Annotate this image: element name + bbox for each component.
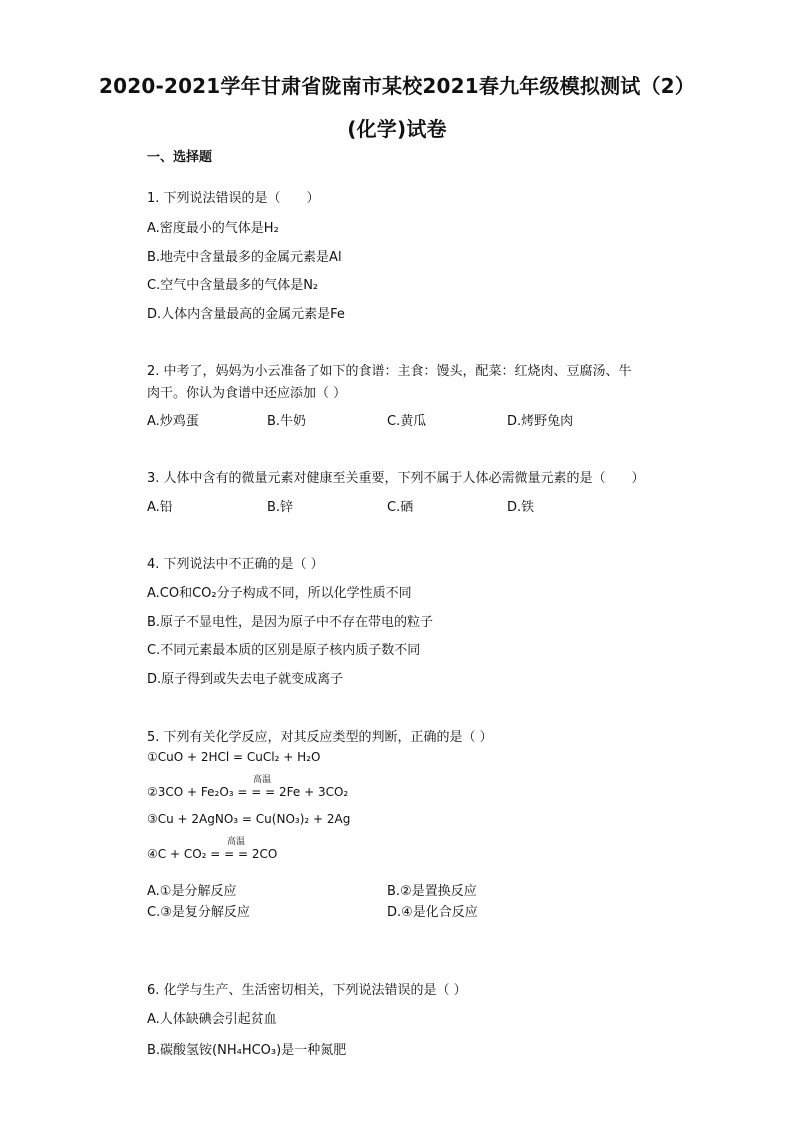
q3-option-b: B.锌 [267, 500, 294, 515]
q1-option-b: B.地壳中含量最多的金属元素是Al [147, 250, 342, 265]
q3-option-c: C.硒 [387, 500, 414, 515]
q6-option-a: A.人体缺碘会引起贫血 [147, 1012, 277, 1027]
q2-option-d: D.烤野兔肉 [507, 414, 574, 429]
q5-equation-1: ①CuO + 2HCl = CuCl₂ + H₂O [147, 750, 321, 764]
q4-option-d: D.原子得到或失去电子就变成离子 [147, 672, 344, 687]
q2-option-c: C.黄瓜 [387, 414, 427, 429]
section-heading: 一、选择题 [147, 150, 213, 165]
exam-title-line2: (化学)试卷 [347, 117, 447, 141]
q5-equation-4-condition: 高温 [227, 837, 246, 847]
q4-option-c: C.不同元素最本质的区别是原子核内质子数不同 [147, 643, 421, 658]
q5-equation-3: ③Cu + 2AgNO₃ = Cu(NO₃)₂ + 2Ag [147, 812, 351, 826]
q6-option-b: B.碳酸氢铵(NH₄HCO₃)是一种氮肥 [147, 1043, 347, 1058]
q2-option-a: A.炒鸡蛋 [147, 414, 199, 429]
q4-option-b: B.原子不显电性，是因为原子中不存在带电的粒子 [147, 615, 434, 630]
q2-stem-line2: 肉干。你认为食谱中还应添加（ ） [147, 386, 347, 401]
q3-stem: 3. 人体中含有的微量元素对健康至关重要，下列不属于人体必需微量元素的是（ ） [147, 471, 645, 486]
q5-option-d: D.④是化合反应 [387, 905, 478, 920]
q3-option-d: D.铁 [507, 500, 535, 515]
q1-stem: 1. 下列说法错误的是（ ） [147, 191, 320, 206]
q2-stem-line1: 2. 中考了，妈妈为小云准备了如下的食谱：主食：馒头，配菜：红烧肉、豆腐汤、牛 [147, 364, 632, 379]
q5-equation-4: ④C + CO₂ = = = 2CO [147, 847, 278, 861]
exam-title-line1: 2020-2021学年甘肃省陇南市某校2021春九年级模拟测试（2） [98, 74, 695, 98]
q5-stem: 5. 下列有关化学反应，对其反应类型的判断，正确的是（ ） [147, 730, 493, 745]
q4-option-a: A.CO和CO₂分子构成不同，所以化学性质不同 [147, 586, 412, 601]
q5-option-c: C.③是复分解反应 [147, 905, 250, 920]
q3-option-a: A.铅 [147, 500, 173, 515]
q5-equation-2-condition: 高温 [253, 775, 272, 785]
q5-equation-2: ②3CO + Fe₂O₃ = = = 2Fe + 3CO₂ [147, 785, 349, 799]
q5-option-b: B.②是置换反应 [387, 884, 477, 899]
q1-option-a: A.密度最小的气体是H₂ [147, 221, 279, 236]
q4-stem: 4. 下列说法中不正确的是（ ） [147, 557, 324, 572]
q5-option-a: A.①是分解反应 [147, 884, 237, 899]
q2-option-b: B.牛奶 [267, 414, 307, 429]
q6-stem: 6. 化学与生产、生活密切相关，下列说法错误的是（ ） [147, 983, 467, 998]
q1-option-c: C.空气中含量最多的气体是N₂ [147, 278, 319, 293]
q1-option-d: D.人体内含量最高的金属元素是Fe [147, 307, 345, 322]
